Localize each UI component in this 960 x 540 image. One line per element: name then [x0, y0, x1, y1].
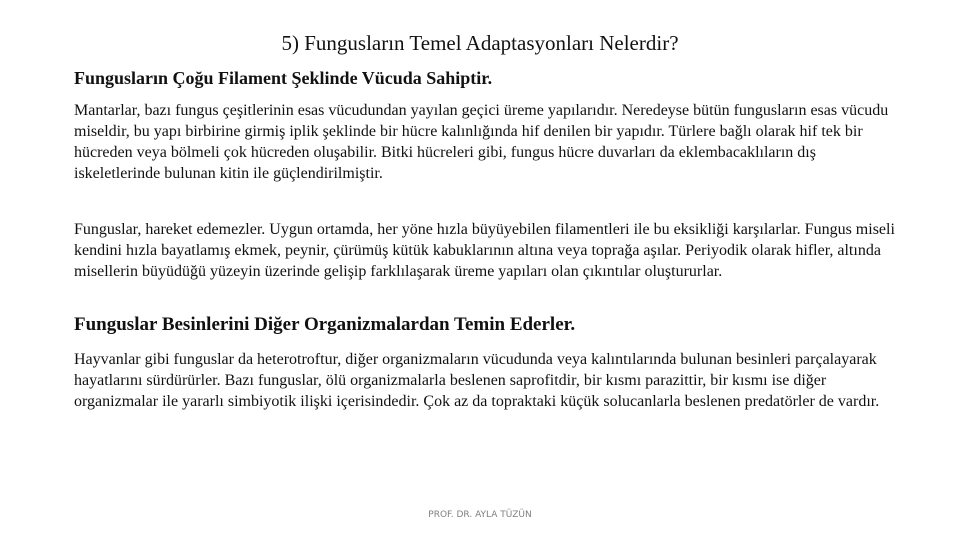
- section-heading-filament: Fungusların Çoğu Filament Şeklinde Vücuda Sahiptir.: [74, 68, 493, 88]
- slide-title: 5) Fungusların Temel Adaptasyonları Nelerdir?: [281, 31, 679, 55]
- paragraph-heterotroph: Hayvanlar gibi funguslar da heterotroftur, diğer organizmaların vücudunda veya kalıntılarında bulunan besinleri parçalayarak hayatlarını sürdürürler. Bazı funguslar, ölü organizmalarla beslenen saprofitdir, bir kısmı parazittir, bir kısmı ise diğer organizmalar ile yararlı simbiyotik ilişki içerisindedir. Çok az da topraktaki küçük solucanlarla beslenen predatörler de vardır.: [74, 351, 880, 410]
- paragraph-movement: Funguslar, hareket edemezler. Uygun ortamda, her yöne hızla büyüyebilen filamentleri ile bu eksikliği karşılarlar. Fungus miseli kendini hızla bayatlamış ekmek, peynir, çürümüş kütük kabuklarının altına veya toprağa aşılar. Periyodik olarak hifler, altında misellerin büyüdüğü yüzeyin üzerinde gelişip farklılaşarak üreme yapıları olan çıkıntılar oluştururlar.: [74, 221, 895, 280]
- paragraph-hyphae: Mantarlar, bazı fungus çeşitlerinin esas vücudundan yayılan geçici üreme yapılarıdır. Neredeyse bütün fungusların esas vücudu miseldir, bu yapı birbirine girmiş iplik şeklinde bir hücre kalınlığında hif denilen bir yapıdır. Türlere bağlı olarak hif tek bir hücreden veya bölmeli çok hücreden oluşabilir. Bitki hücreleri gibi, fungus hücre duvarları da eklembacaklıların dış iskeletlerinde bulunan kitin ile güçlendirilmiştir.: [74, 102, 889, 182]
- footer-author: PROF. DR. AYLA TÜZÜN: [428, 510, 532, 520]
- section-heading-nutrition: Funguslar Besinlerini Diğer Organizmalardan Temin Ederler.: [74, 314, 576, 335]
